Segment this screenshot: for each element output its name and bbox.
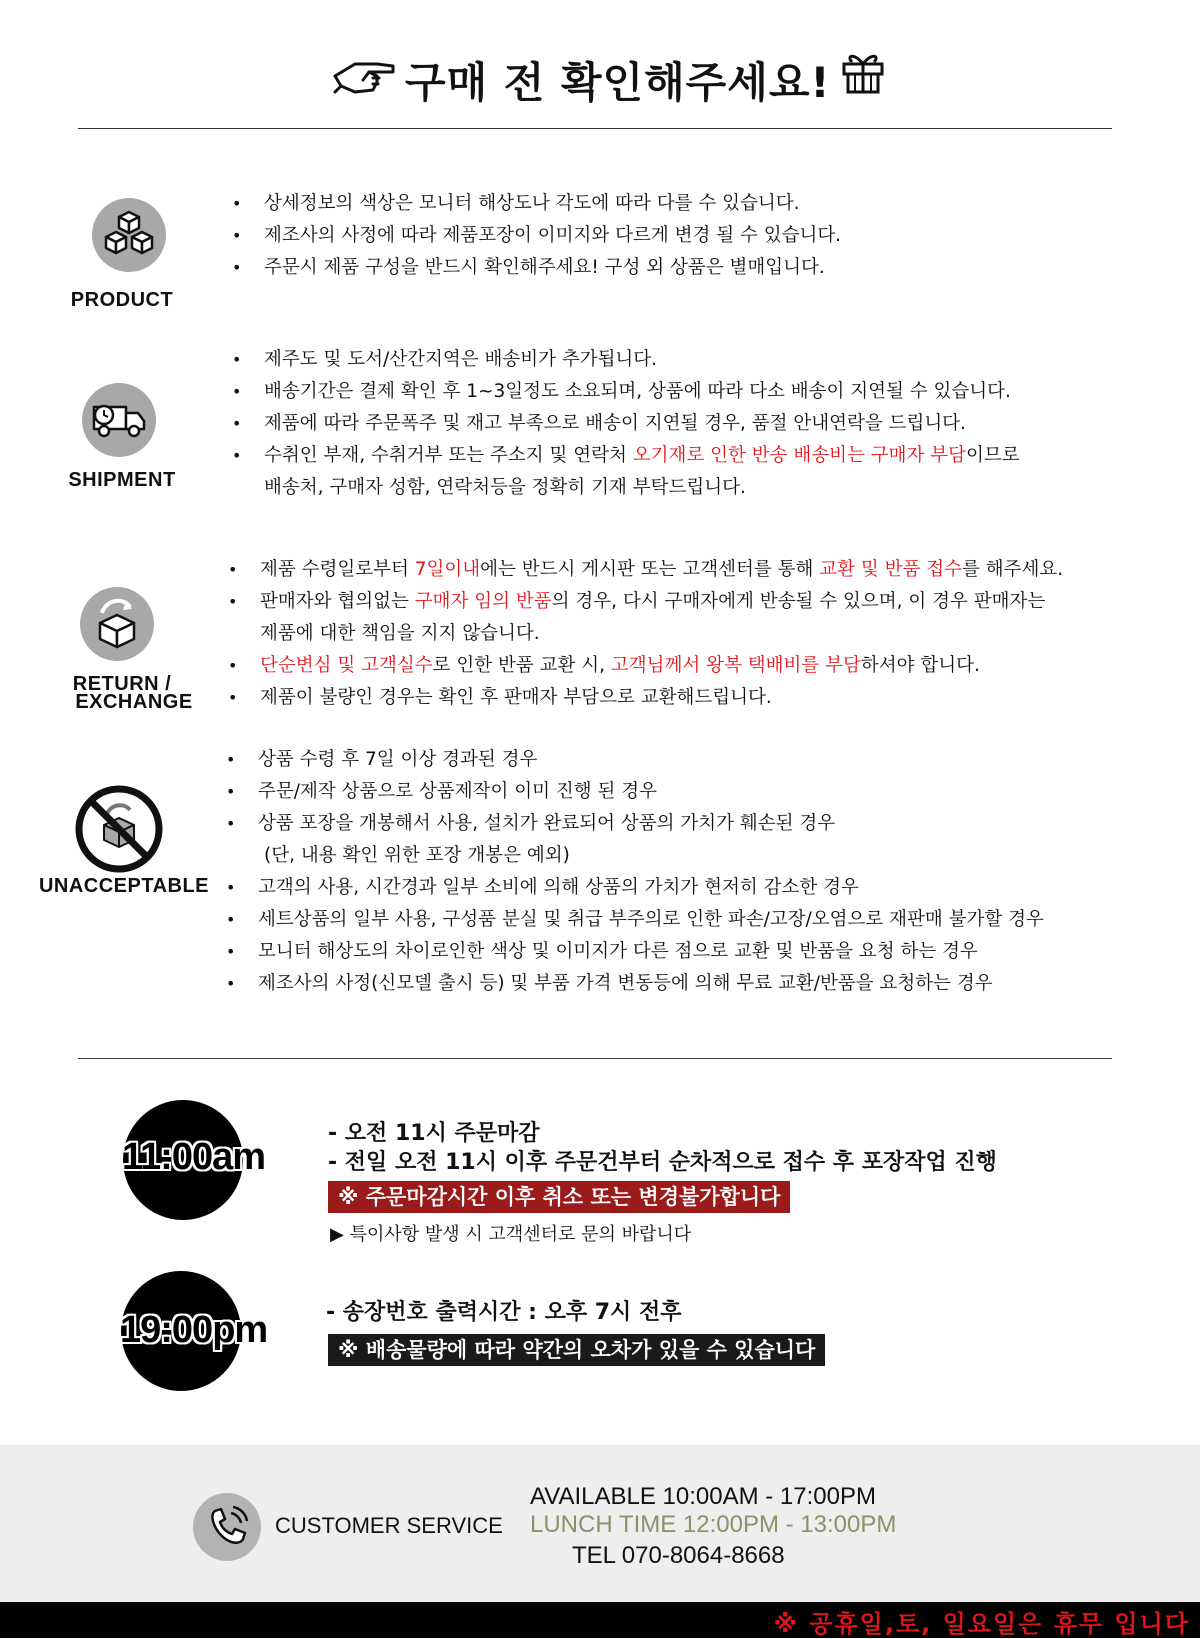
phone-icon — [193, 1493, 261, 1561]
holiday-notice: ※ 공휴일,토, 일요일은 휴무 입니다 — [773, 1610, 1190, 1638]
product-icon-circle — [92, 198, 166, 272]
shipment-label: SHIPMENT — [68, 469, 176, 491]
available-hours: AVAILABLE 10:00AM - 17:00PM — [530, 1483, 876, 1510]
morning-process-line: - 전일 오전 11시 이후 주문건부터 순차적으로 접수 후 포장작업 진행 — [328, 1150, 997, 1175]
morning-deadline-line: - 오전 11시 주문마감 — [328, 1121, 540, 1146]
page-title: 구매 전 확인해주세요! — [405, 58, 831, 107]
return-label-line1: RETURN / — [72, 673, 172, 695]
evening-warning-banner: ※ 배송물량에 따라 약간의 오차가 있을 수 있습니다 — [328, 1334, 825, 1366]
page-header — [0, 40, 1200, 110]
product-label: PRODUCT — [70, 289, 174, 311]
return-box-icon — [80, 587, 154, 661]
morning-note: ▶ 특이사항 발생 시 고객센터로 문의 바랍니다 — [330, 1224, 692, 1245]
no-return-icon — [74, 784, 164, 874]
unacceptable-label: UNACCEPTABLE — [38, 875, 210, 897]
pointing-hand-icon — [333, 56, 399, 100]
morning-warning-banner: ※ 주문마감시간 이후 취소 또는 변경불가합니다 — [328, 1181, 790, 1213]
morning-time: 11:00am — [122, 1136, 266, 1178]
evening-invoice-line: - 송장번호 출력시간 : 오후 7시 전후 — [326, 1300, 682, 1325]
lunch-hours: LUNCH TIME 12:00PM - 13:00PM — [530, 1511, 897, 1538]
return-icon-circle — [80, 587, 154, 661]
section-divider — [78, 1058, 1112, 1059]
header-divider — [78, 128, 1112, 129]
customer-service-band — [0, 1445, 1200, 1602]
boxes-icon — [92, 198, 166, 272]
shipment-icon-circle — [82, 383, 156, 457]
gift-icon — [840, 48, 886, 94]
phone-icon-circle — [193, 1493, 261, 1561]
evening-time: 19:00pm — [120, 1309, 268, 1351]
delivery-truck-icon — [82, 383, 156, 457]
return-label-line2: EXCHANGE — [75, 691, 193, 713]
customer-service-label: CUSTOMER SERVICE — [275, 1513, 503, 1538]
phone-number: TEL 070-8064-8668 — [572, 1542, 785, 1569]
holiday-band — [0, 1602, 1200, 1638]
